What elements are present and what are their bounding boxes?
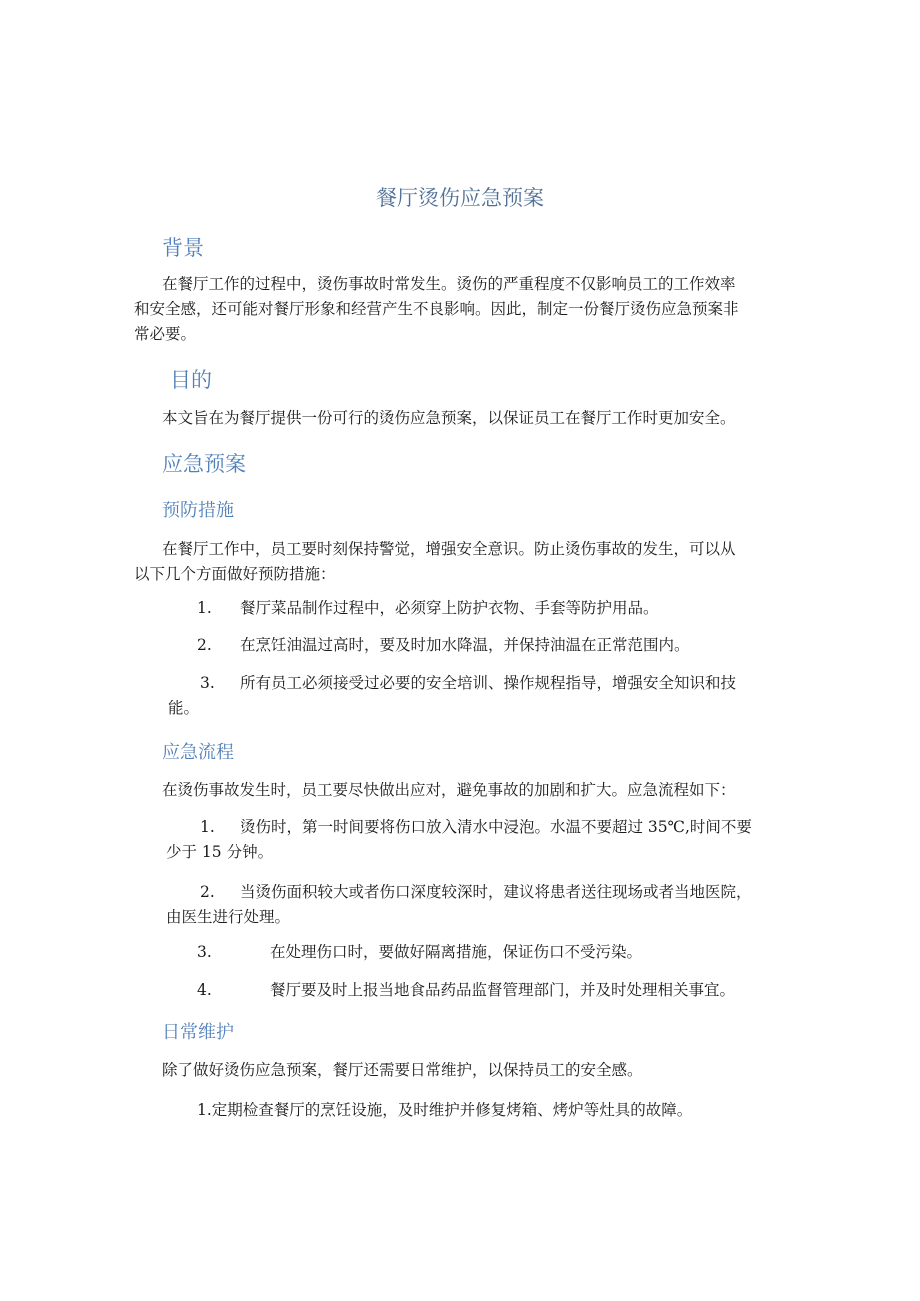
background-line-3: 常必要。	[134, 325, 197, 343]
maintenance-intro: 除了做好烫伤应急预案，餐厅还需要日常维护，以保持员工的安全感。	[162, 1061, 643, 1079]
prevention-intro-line-2: 以下几个方面做好预防措施：	[134, 565, 336, 583]
document-title: 餐厅烫伤应急预案	[376, 186, 544, 210]
process-item-3-text: 在处理伤口时，要做好隔离措施，保证伤口不受污染。	[270, 943, 643, 961]
prevention-item-2-text: 在烹饪油温过高时，要及时加水降温，并保持油温在正常范围内。	[240, 636, 690, 654]
heading-purpose: 目的	[170, 368, 212, 392]
process-item-1-continuation: 少于 15 分钟。	[166, 843, 274, 861]
prevention-item-1-number: 1.	[197, 599, 212, 617]
process-item-2-continuation: 由医生进行处理。	[166, 908, 291, 926]
process-item-4-number: 4.	[197, 981, 212, 999]
heading-background: 背景	[162, 236, 204, 260]
prevention-item-1-text: 餐厅菜品制作过程中，必须穿上防护衣物、手套等防护用品。	[240, 599, 659, 617]
background-line-2: 和安全感，还可能对餐厅形象和经营产生不良影响。因此，制定一份餐厅烫伤应急预案非	[134, 300, 739, 318]
heading-maintenance: 日常维护	[162, 1022, 234, 1043]
background-line-1: 在餐厅工作的过程中，烫伤事故时常发生。烫伤的严重程度不仅影响员工的工作效率	[162, 275, 736, 293]
prevention-item-3-text: 所有员工必须接受过必要的安全培训、操作规程指导，增强安全知识和技	[240, 674, 737, 692]
process-item-2-text: 当烫伤面积较大或者伤口深度较深时，建议将患者送往现场或者当地医院，	[240, 883, 752, 901]
maintenance-item-1: 1.定期检查餐厅的烹饪设施，及时维护并修复烤箱、烤炉等灶具的故障。	[197, 1101, 693, 1119]
prevention-item-2-number: 2.	[197, 636, 212, 654]
prevention-item-3-number: 3.	[200, 674, 215, 692]
process-item-1-number: 1.	[200, 818, 215, 836]
process-item-2-number: 2.	[200, 883, 215, 901]
heading-process: 应急流程	[162, 742, 234, 763]
process-intro: 在烫伤事故发生时，员工要尽快做出应对，避免事故的加剧和扩大。应急流程如下：	[162, 781, 736, 799]
prevention-intro-line-1: 在餐厅工作中，员工要时刻保持警觉，增强安全意识。防止烫伤事故的发生，可以从	[162, 540, 736, 558]
prevention-item-3-continuation: 能。	[168, 699, 200, 717]
process-item-4-text: 餐厅要及时上报当地食品药品监督管理部门，并及时处理相关事宜。	[270, 981, 736, 999]
process-item-1-text: 烫伤时，第一时间要将伤口放入清水中浸泡。水温不要超过 35℃,时间不要	[240, 818, 752, 836]
heading-prevention: 预防措施	[162, 500, 234, 521]
purpose-text: 本文旨在为餐厅提供一份可行的烫伤应急预案，以保证员工在餐厅工作时更加安全。	[162, 409, 736, 427]
heading-plan: 应急预案	[162, 452, 246, 476]
process-item-3-number: 3.	[197, 943, 212, 961]
